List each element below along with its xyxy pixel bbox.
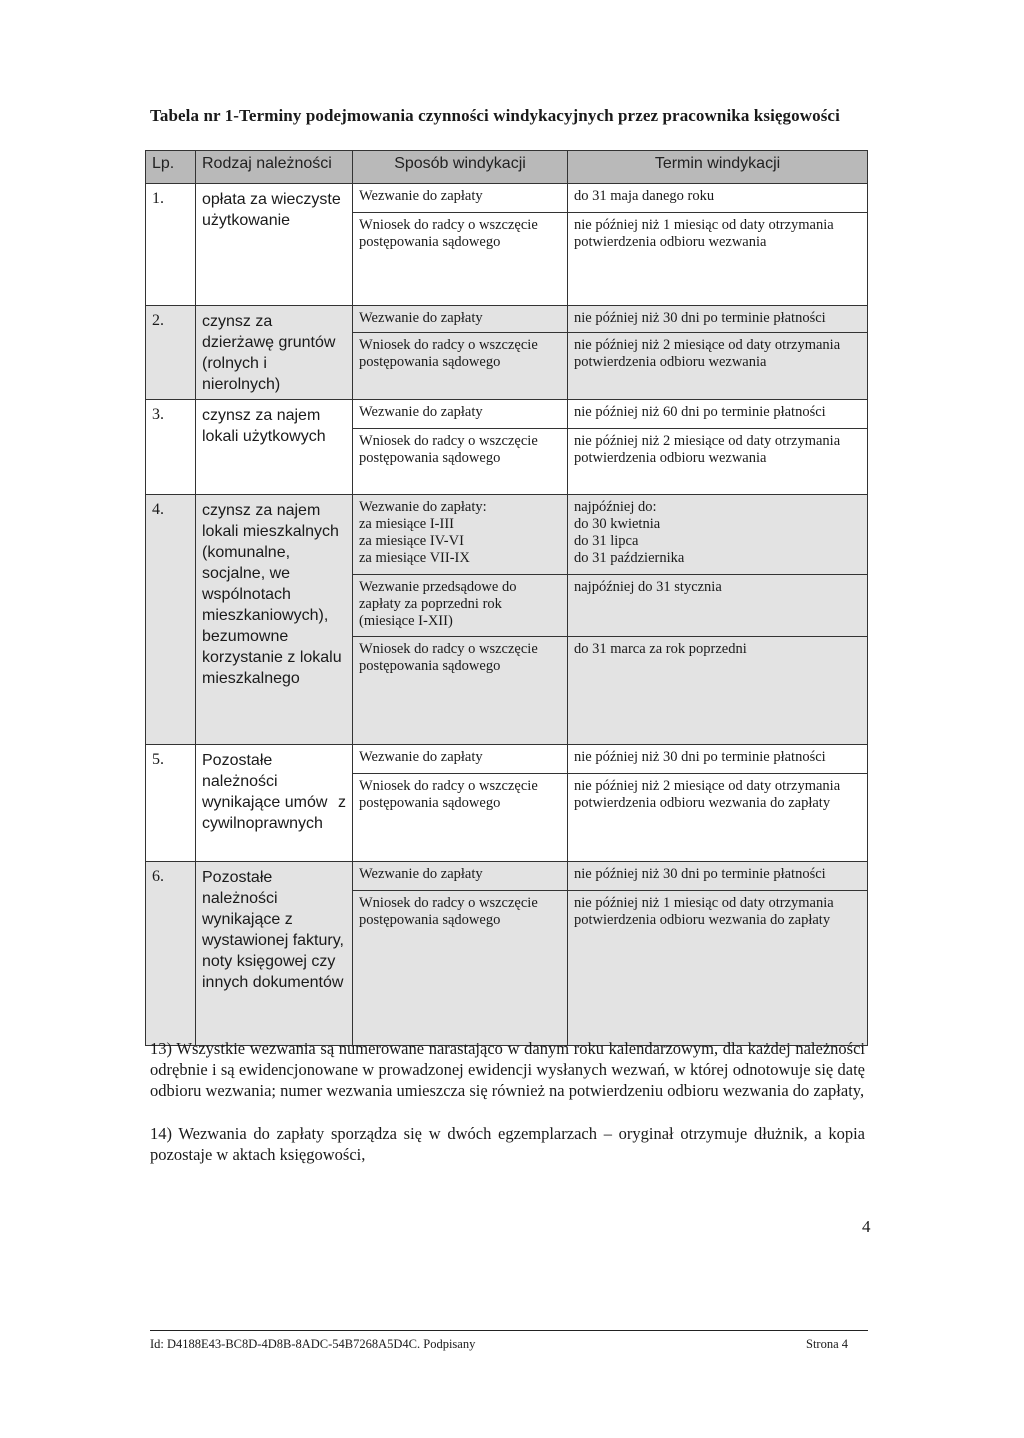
row-terms (568, 745, 868, 862)
row-category-tail: umów cywilnoprawnych (202, 794, 328, 832)
paragraph-13: 13) Wszystkie wezwania są numerowane narastająco w danym roku kalendarzowym, dla każdej należności odrębnie i są ewidencjonowane w prowadzonej ewidencji wysłanych wezwań, w której odnotowuje się datę odbioru wezwania; numer wezwania umieszcza się również na potwierdzeniu odbioru wezwania do zapłaty, (150, 1039, 865, 1100)
method-item: Wniosek do radcy o wszczęcie postępowania sądowego (353, 636, 567, 680)
table-row (146, 745, 868, 862)
row-methods (353, 862, 568, 1046)
term-item: najpóźniej do: do 30 kwietnia do 31 lipca do 31 października (574, 499, 685, 566)
term-item: nie później niż 2 miesiące od daty otrzymania potwierdzenia odbioru wezwania (568, 428, 867, 472)
row-terms (568, 184, 868, 306)
row-methods (353, 184, 568, 306)
header-term: Termin windykacji (568, 151, 868, 184)
term-item: najpóźniej do 31 stycznia (568, 574, 867, 636)
method-item: Wezwanie do zapłaty (359, 404, 483, 420)
term-item: nie później niż 1 miesiąc od daty otrzymania potwierdzenia odbioru wezwania (568, 212, 867, 256)
method-item: Wniosek do radcy o wszczęcie postępowania sądowego (353, 212, 567, 256)
row-category: Pozostałe należności wynikające (202, 752, 281, 811)
method-item: Wezwanie do zapłaty (359, 310, 483, 326)
row-terms (568, 495, 868, 745)
row-category: czynsz za najem lokali mieszkalnych (komunalne, socjalne, we wspólnotach mieszkaniowych), bezumowne korzystanie z lokalu mieszkalnego (196, 495, 353, 745)
row-category: Pozostałe należności wynikające z wystawionej faktury, noty księgowej czy innych dokumentów (196, 862, 353, 1046)
term-item: do 31 maja danego roku (574, 188, 715, 204)
row-terms (568, 306, 868, 400)
method-item: Wniosek do radcy o wszczęcie postępowania sądowego (353, 428, 567, 472)
method-item: Wezwanie do zapłaty (359, 749, 483, 765)
table-row (146, 862, 868, 1046)
term-item: do 31 marca za rok poprzedni (568, 636, 867, 663)
header-category: Rodzaj należności (196, 151, 353, 184)
row-methods (353, 495, 568, 745)
row-number: 3. (146, 400, 196, 495)
row-methods (353, 400, 568, 495)
term-item: nie później niż 2 miesiące od daty otrzymania potwierdzenia odbioru wezwania (568, 332, 867, 376)
footer-page-label: Strona 4 (806, 1337, 849, 1351)
row-category-cell (196, 745, 353, 862)
table-row (146, 306, 868, 400)
term-item: nie później niż 60 dni po terminie płatności (574, 404, 826, 420)
row-number: 1. (146, 184, 196, 306)
table-row (146, 400, 868, 495)
term-item: nie później niż 30 dni po terminie płatności (574, 310, 826, 326)
row-methods (353, 306, 568, 400)
table-row (146, 495, 868, 745)
row-methods (353, 745, 568, 862)
row-terms (568, 862, 868, 1046)
row-terms (568, 400, 868, 495)
header-method: Sposób windykacji (353, 151, 568, 184)
method-item: Wezwanie do zapłaty (359, 188, 483, 204)
method-item: Wniosek do radcy o wszczęcie postępowania sądowego (353, 332, 567, 376)
header-lp: Lp. (146, 151, 196, 184)
method-item: Wezwanie do zapłaty: za miesiące I-III za miesiące IV-VI za miesiące VII-IX (359, 499, 487, 566)
collection-terms-table (145, 150, 868, 1046)
page-title: Tabela nr 1-Terminy podejmowania czynności windykacyjnych przez pracownika księgowości (150, 106, 840, 125)
method-item: Wezwanie przedsądowe do zapłaty za poprzedni rok (miesiące I-XII) (353, 574, 567, 636)
row-category: czynsz za najem lokali użytkowych (196, 400, 353, 495)
row-category-z: z (338, 794, 346, 811)
term-item: nie później niż 30 dni po terminie płatności (574, 749, 826, 765)
row-number: 5. (146, 745, 196, 862)
page-number: 4 (862, 1217, 871, 1236)
footer-document-id: Id: D4188E43-BC8D-4D8B-8ADC-54B7268A5D4C. Podpisany (150, 1337, 476, 1351)
term-item: nie później niż 1 miesiąc od daty otrzymania potwierdzenia odbioru wezwania do zapłaty (568, 890, 867, 934)
paragraph-14: 14) Wezwania do zapłaty sporządza się w dwóch egzemplarzach – oryginał otrzymuje dłużnik, a kopia pozostaje w aktach księgowości, (150, 1124, 865, 1164)
method-item: Wezwanie do zapłaty (359, 866, 483, 882)
row-category: czynsz za dzierżawę gruntów (rolnych i nierolnych) (196, 306, 353, 400)
term-item: nie później niż 30 dni po terminie płatności (574, 866, 826, 882)
row-number: 4. (146, 495, 196, 745)
term-item: nie później niż 2 miesiące od daty otrzymania potwierdzenia odbioru wezwania do zapłaty (568, 773, 867, 817)
footer-divider (150, 1330, 868, 1331)
row-category: opłata za wieczyste użytkowanie (196, 184, 353, 306)
row-number: 6. (146, 862, 196, 1046)
row-number: 2. (146, 306, 196, 400)
table-row (146, 184, 868, 306)
method-item: Wniosek do radcy o wszczęcie postępowania sądowego (353, 890, 567, 934)
table-header-row (146, 151, 868, 184)
method-item: Wniosek do radcy o wszczęcie postępowania sądowego (353, 773, 567, 817)
